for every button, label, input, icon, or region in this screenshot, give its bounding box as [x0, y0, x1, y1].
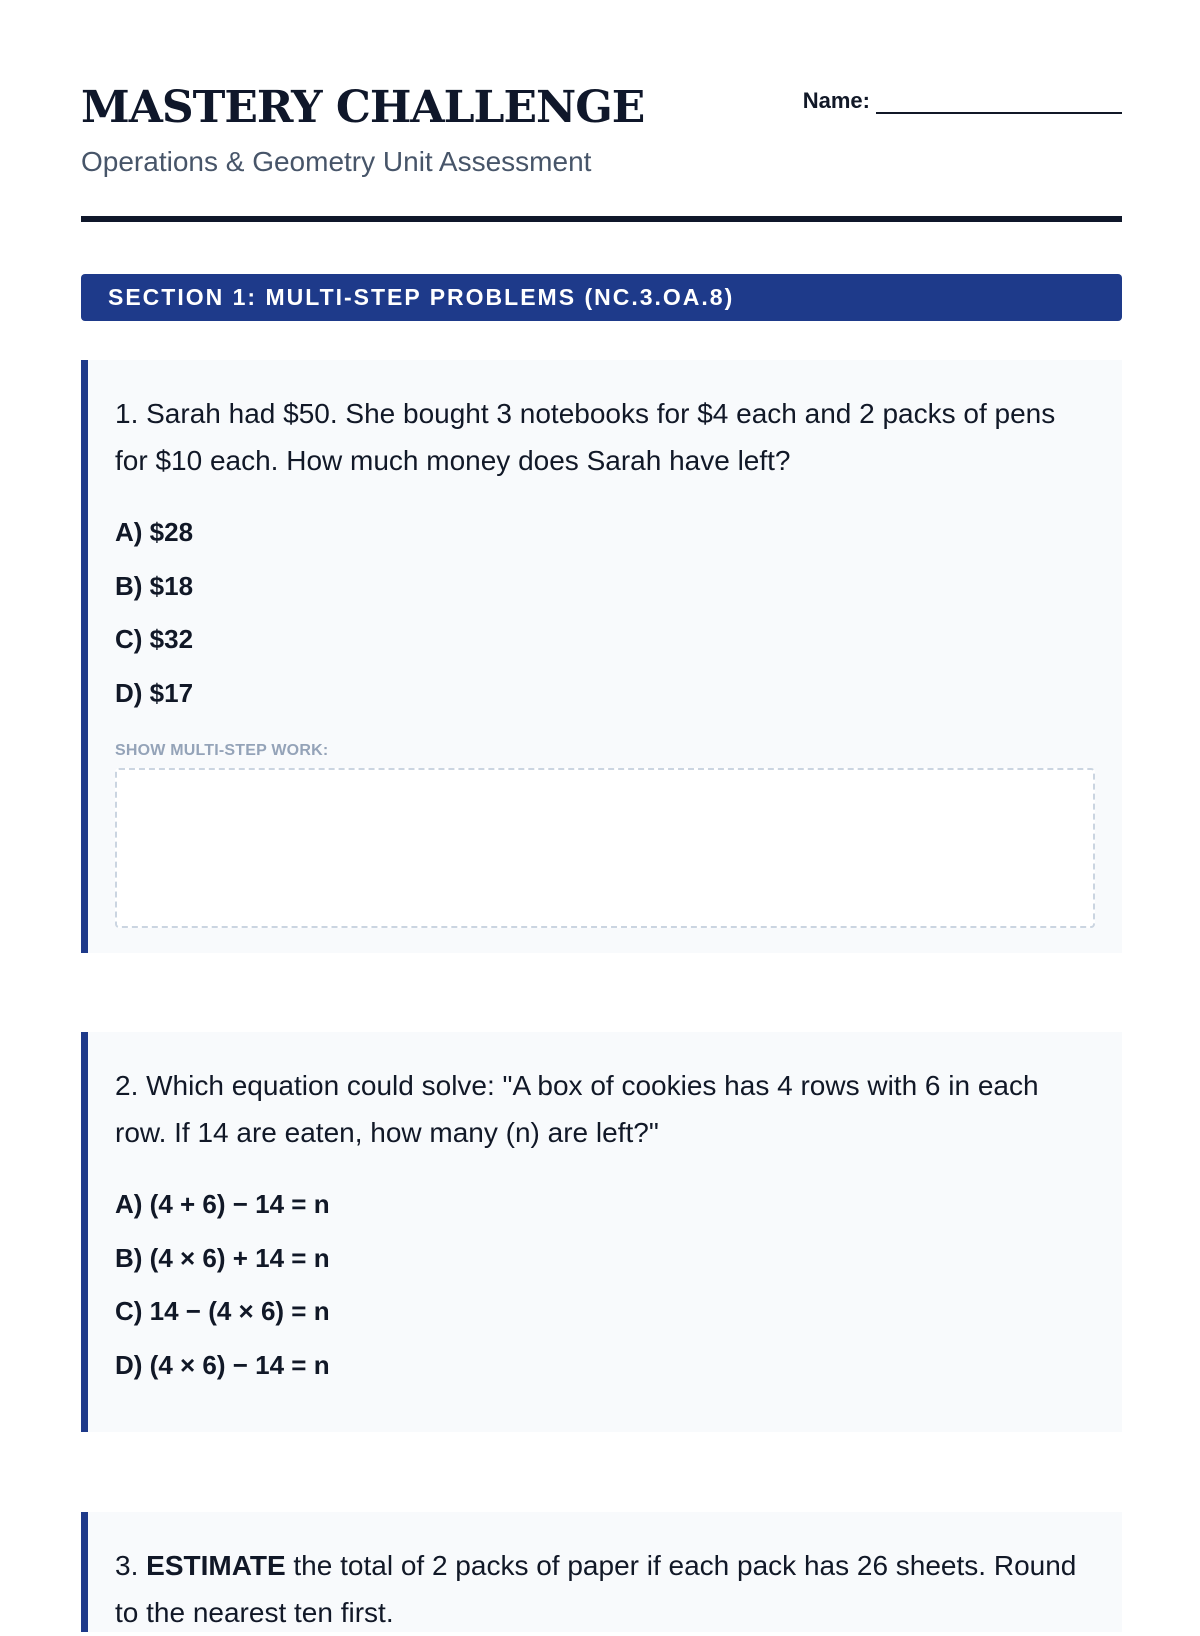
- question-text: 2. Which equation could solve: "A box of cookies has 4 rows with 6 in each row. If 14 are eaten, how many (n) are left?": [115, 1070, 1039, 1148]
- answer-options: [115, 506, 1095, 720]
- work-area-label: SHOW MULTI-STEP WORK:: [115, 742, 329, 759]
- answer-option-d[interactable]: D) (4 × 6) − 14 = n: [115, 1349, 330, 1380]
- answer-option-a[interactable]: A) (4 + 6) − 14 = n: [115, 1189, 330, 1219]
- page-subtitle: Operations & Geometry Unit Assessment: [81, 146, 592, 177]
- answer-options: [115, 1178, 1095, 1392]
- question-emphasis: ESTIMATE: [146, 1550, 286, 1581]
- question-card-3: [81, 1512, 1122, 1632]
- answer-option-b[interactable]: B) $18: [115, 570, 194, 601]
- answer-option-c[interactable]: C) 14 − (4 × 6) = n: [115, 1296, 330, 1326]
- answer-option-c[interactable]: C) $32: [115, 624, 194, 654]
- worksheet-header: [81, 0, 1122, 222]
- name-input-line[interactable]: [876, 88, 1122, 114]
- question-card-2: [81, 1032, 1122, 1432]
- name-label: Name:: [802, 88, 870, 113]
- section-header: SECTION 1: MULTI-STEP PROBLEMS (NC.3.OA.8): [81, 274, 1122, 321]
- question-text-rest: the total of 2 packs of paper if each pack has 26 sheets. Round to the nearest ten first.: [115, 1550, 1077, 1628]
- question-text: 1. Sarah had $50. She bought 3 notebooks for $4 each and 2 packs of pens for $10 each. How much money does Sarah have left?: [115, 398, 1056, 476]
- question-number: 3.: [115, 1550, 139, 1581]
- answer-option-b[interactable]: B) (4 × 6) + 14 = n: [115, 1242, 330, 1273]
- work-area-box[interactable]: [115, 768, 1095, 928]
- question-text: [115, 1542, 1090, 1636]
- answer-option-a[interactable]: A) $28: [115, 517, 194, 547]
- page-title: MASTERY CHALLENGE: [81, 82, 645, 133]
- name-field: [803, 88, 1122, 114]
- question-card-1: [81, 360, 1122, 953]
- answer-option-d[interactable]: D) $17: [115, 677, 194, 708]
